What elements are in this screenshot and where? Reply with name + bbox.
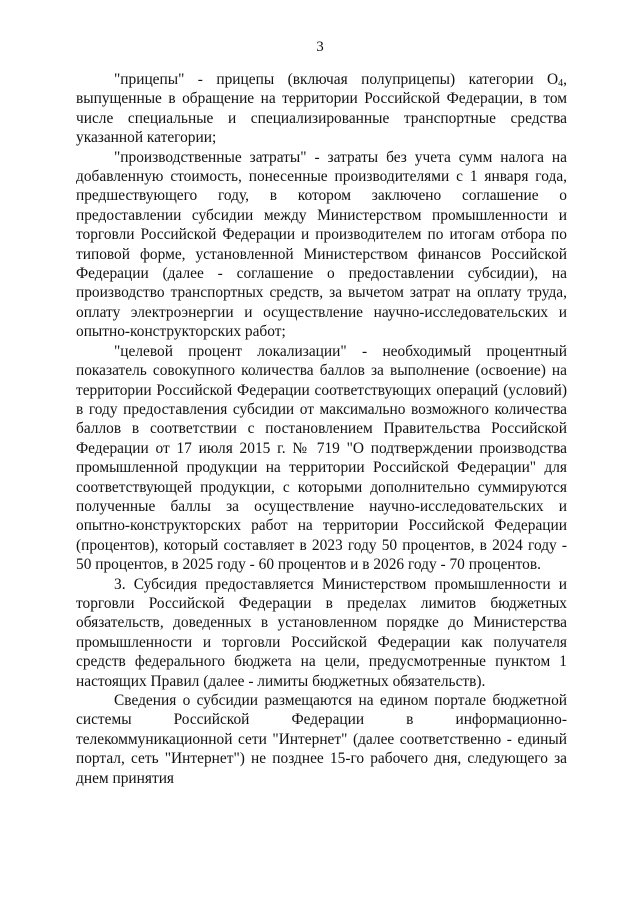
paragraph-subsidy-publication: Сведения о субсидии размещаются на едином портале бюджетной системы Российской Федерации в информационно-телекоммуникационной сети "Интернет" (далее соответственно - единый портал, сеть "Интернет") не позднее 15-го рабочего дня, следующего за днем принятия <box>76 692 567 787</box>
paragraph-trailers-lead: "прицепы" - прицепы (включая полуприцепы) категории O <box>114 71 559 88</box>
paragraph-trailers-tail: , выпущенные в обращение на территории Российской Федерации, в том числе специальные и специализированные транспортные средства указанной категории; <box>76 71 567 147</box>
category-subscript: 4 <box>558 78 564 89</box>
paragraph-trailers-definition <box>76 70 567 148</box>
paragraph-production-costs-definition: "производственные затраты" - затраты без учета сумм налога на добавленную стоимость, понесенные производителями с 1 января года, предшествующего году, в котором заключено соглашение о предоставлении субсидии между Министерством промышленности и торговли Российской Федерации и производителем по итогам отбора по типовой форме, установленной Министерством финансов Российской Федерации (далее - соглашение о предоставлении субсидии), на производство транспортных средств, за вычетом затрат на оплату труда, оплату электроэнергии и осуществление научно-исследовательских и опытно-конструкторских работ; <box>76 148 567 341</box>
page-number: 3 <box>316 39 324 55</box>
paragraph-localization-definition: "целевой процент локализации" - необходимый процентный показатель совокупного количества баллов за выполнение (освоение) на территории Российской Федерации соответствующих операций (условий) в году предоставления субсидии от максимально возможного количества баллов в соответствии с постановлением Правительства Российской Федерации от 17 июля 2015 г. № 719 "О подтверждении производства промышленной продукции на территории Российской Федерации" для соответствующей продукции, с которыми дополнительно суммируются полученные баллы за осуществление научно-исследовательских и опытно-конструкторских работ на территории Российской Федерации (процентов), который составляет в 2023 году 50 процентов, в 2024 году - 50 процентов, в 2025 году - 60 процентов и в 2026 году - 70 процентов. <box>76 342 567 574</box>
paragraph-subsidy-provision: 3. Субсидия предоставляется Министерством промышленности и торговли Российской Федерации в пределах лимитов бюджетных обязательств, доведенных в установленном порядке до Министерства промышленности и торговли Российской Федерации как получателя средств федерального бюджета на цели, предусмотренные пунктом 1 настоящих Правил (далее - лимиты бюджетных обязательств). <box>76 575 567 690</box>
document-body <box>76 70 567 788</box>
